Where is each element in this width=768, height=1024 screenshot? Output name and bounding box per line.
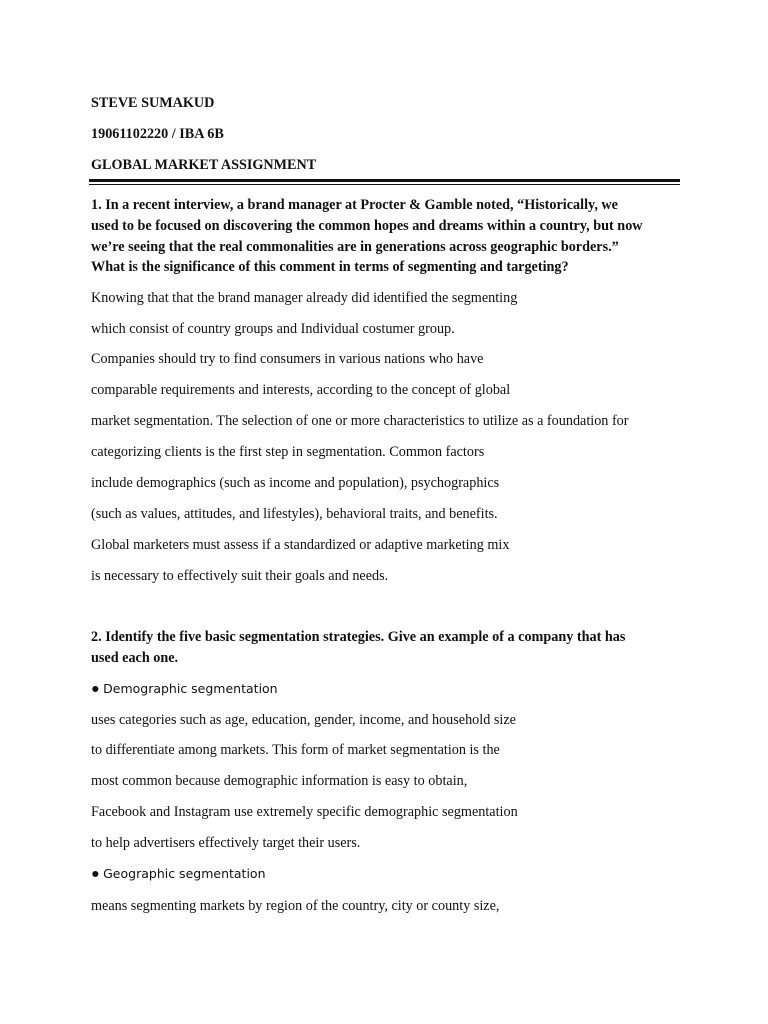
assignment-title: GLOBAL MARKET ASSIGNMENT [91, 157, 317, 173]
divider-thin [89, 184, 680, 185]
demographic-label: Demographic segmentation [103, 681, 278, 696]
q2-question-line: used each one. [91, 650, 179, 666]
geographic-bullet-item [91, 865, 266, 883]
q1-answer-line: which consist of country groups and Individual costumer group. [91, 321, 455, 337]
q2-question-line: 2. Identify the five basic segmentation strategies. Give an example of a company that has [91, 629, 626, 645]
q1-answer-line: comparable requirements and interests, according to the concept of global [91, 382, 511, 398]
q1-question-line: we’re seeing that the real commonalities are in generations across geographic borders.” [91, 239, 619, 255]
q1-answer-line: categorizing clients is the first step in segmentation. Common factors [91, 444, 485, 460]
bullet-icon: ● [91, 866, 100, 882]
bullet-icon: ● [91, 681, 100, 697]
q1-question-line: What is the significance of this comment in terms of segmenting and targeting? [91, 259, 569, 275]
q1-answer-line: market segmentation. The selection of one or more characteristics to utilize as a foundation for [91, 413, 629, 429]
q1-question-line: used to be focused on discovering the common hopes and dreams within a country, but now [91, 218, 643, 234]
demographic-text-line: to differentiate among markets. This form of market segmentation is the [91, 742, 500, 758]
q1-answer-line: Global marketers must assess if a standardized or adaptive marketing mix [91, 537, 510, 553]
q1-answer-line: include demographics (such as income and population), psychographics [91, 475, 500, 491]
q1-answer-line: (such as values, attitudes, and lifestyles), behavioral traits, and benefits. [91, 506, 498, 522]
q1-question-line: 1. In a recent interview, a brand manager at Procter & Gamble noted, “Historically, we [91, 197, 618, 213]
geographic-label: Geographic segmentation [103, 866, 266, 881]
geographic-text-line: means segmenting markets by region of the country, city or county size, [91, 898, 500, 914]
student-name: STEVE SUMAKUD [91, 95, 215, 111]
divider-thick [89, 179, 680, 182]
q1-answer-line: is necessary to effectively suit their goals and needs. [91, 568, 389, 584]
q1-answer-line: Companies should try to find consumers in various nations who have [91, 351, 484, 367]
demographic-text-line: to help advertisers effectively target their users. [91, 835, 361, 851]
demographic-bullet-item [91, 680, 278, 698]
demographic-text-line: most common because demographic information is easy to obtain, [91, 773, 468, 789]
demographic-text-line: Facebook and Instagram use extremely specific demographic segmentation [91, 804, 518, 820]
q1-answer-line: Knowing that that the brand manager already did identified the segmenting [91, 290, 518, 306]
student-id-class: 19061102220 / IBA 6B [91, 126, 224, 142]
demographic-text-line: uses categories such as age, education, gender, income, and household size [91, 712, 516, 728]
